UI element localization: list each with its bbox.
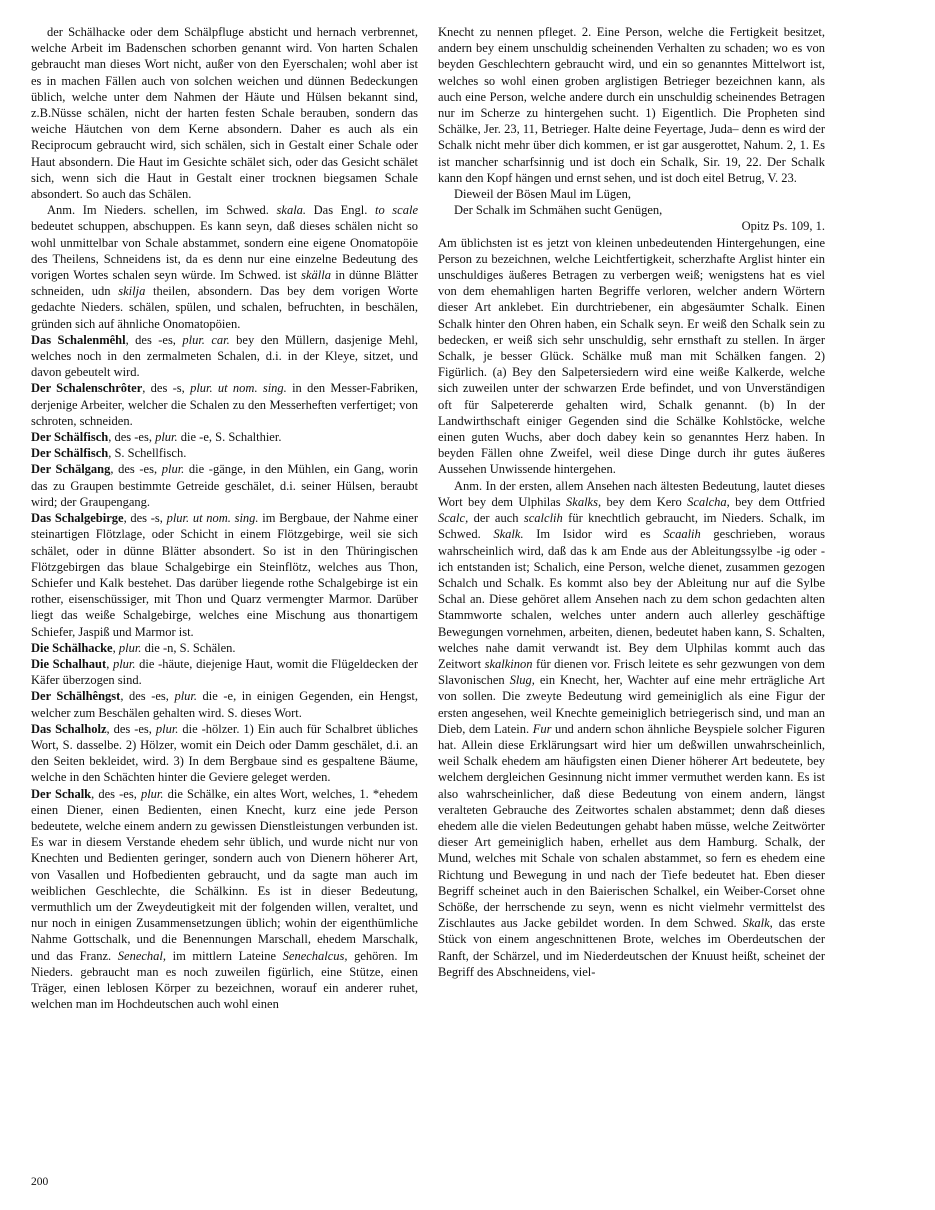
- dictionary-entry: Der Schälfisch, des -es, plur. die -e, S. Schalthier.: [31, 430, 282, 445]
- dictionary-entry: Knecht zu nennen pfleget. 2. Eine Person, welche die Fertigkeit besitzet, andern bey einem unschuldig scheinenden Verhalten zu schaden; wo es von beyden Geschlechtern gebraucht wird, und ein so genanntes Mittelwort ist, welches so wohl einen groben arglistigen Betrieger bezeichnen kann, als auch eine Person, welche andere durch ein unschuldig scheinendes Betragen nur im Scherze zu hintergehen sucht. 1) Eigentlich. Die Propheten sind Schälke, Jer. 23, 11, Betrieger. Halte deine Feyertage, Juda– denn es wird der Schalk nicht mehr über dich kommen, er ist gar ausgerottet, Nahum. 2, 1. Es ist mancher scharfsinnig und ist doch ein Schalk, Sir. 19, 22. Der Schalk kann den Kopf hängen und ernst sehen, und ist doch eitel Betrug, V. 23.: [438, 25, 825, 185]
- dictionary-entry: Das Schalenmêhl, des -es, plur. car. bey den Müllern, dasjenige Mehl, welches noch in den zermalmeten Schalen, d.i. in der Kleye, sitzet, und davon gebeutelt wird.: [31, 332, 418, 380]
- dictionary-entry: Die Schalhaut, plur. die -häute, diejenige Haut, womit die Flügeldecken der Käfer überzogen sind.: [31, 656, 419, 688]
- dictionary-entry: Die Schälhacke, plur. die -n, S. Schälen.: [31, 640, 236, 655]
- dictionary-entry: Der Schalenschrôter, des -s, plur. ut nom. sing. in den Messer-Fabriken, derjenige Arbeiter, welcher die Schalen zu den Messerheften verfertiget; von schroten, schneiden.: [31, 381, 418, 428]
- dictionary-entry: Der Schalk, des -es, plur. die Schälke, ein altes Wort, welches, 1. *ehedem einen Diener, einen Bedienten, einen Knecht, kurz eine jede Person bedeutete, welche einem andern zu gewissen Dienstleistungen verbunden ist. Es war in diesem Verstande ehedem sehr üblich, und wurde nicht nur von Knechten und Bedienten geringer, sondern auch von Dienern höherer Art, von Vasallen und Hofbedienten gebraucht, und da sagte man auch im weiblichen Geschlechte, die Schälkinn. Es ist in dieser Bedeutung, vermuthlich um der Zweydeutigkeit mit der folgenden willen, veraltet, und nur noch in einigen Zusammensetzungen üblich; wohin der eigenthümliche Nahme Gottschalk, und die Benennungen Marschall, ehedem Marschalk, und das Franz. Senechal, im mittlern Lateine Senechalcus, gehören. Im Nieders. gebraucht man es noch zuweilen figürlich, eine Stütze, einen Träger, einen leblosen Körper zu bezeichnen, worauf ein anderer ruhet, welchen man im Hochdeutschen auch wohl einen: [31, 786, 418, 1012]
- dictionary-entry: Das Schalgebirge, des -s, plur. ut nom. sing. im Bergbaue, der Nahme einer steinartigen Flötzlage, oder Schicht in einem Flötzgebirge, weil sie sich schälet, oder in dünne Blätter absondert. So ist in den Thüringischen Flötzgebirgen das blaue Schalgebirge ein Steinflötz, welches aus Thon, Schiefer und Kalk bestehet. Das darüber liegende rothe Schalgebirge ist ein rother, eisenschüssiger, mit Thon und Quarz vermengter Marmor. Darüber liegt das weiße Schalgebirge, welches eine Mischung aus thonartigem Schiefer, Jaspiß und Marmor ist.: [31, 511, 418, 639]
- right-column: [438, 24, 825, 980]
- page-number: 200: [31, 1176, 49, 1188]
- dictionary-entry: Der Schälgang, des -es, plur. die -gänge, in den Mühlen, ein Gang, worin das zu Graupen bestimmte Getreide geschälet, d.i. seiner Hülsen, beraubt wird; der Graupengang.: [31, 462, 418, 509]
- dictionary-entry: Der Schälfisch, S. Schellfisch.: [31, 446, 187, 461]
- dictionary-entry: Der Schälhêngst, des -es, plur. die -e, in einigen Gegenden, ein Hengst, welcher zum Beschälen gehalten wird. S. dieses Wort.: [31, 689, 418, 720]
- left-column: [31, 24, 418, 1012]
- dictionary-entry: Am üblichsten ist es jetzt von kleinen unbedeutenden Hintergehungen, eine Person zu bezeichnen, welche Leichtfertigkeit, scherzhafte Arglist hinter ein unschuldiges äußeres Betragen zu verbergen weiß; wenigstens hat es viel von dem ehemahligen harten Begriffe verloren, welcher andern Wörtern dieser Art anklebet. Ein durchtriebener, ein abgesäumter Schalk. Einen Schalk hinter den Ohren haben, ein Schalk seyn. Er weiß den Schalk sein zu bedecken, er weiß sich sehr unschuldig, sehr ernsthaft zu stellen. In ärger Schalk, je besser Glück. Schälke muß man mit Schälken fangen. 2) Figürlich. (a) Bey den Salpetersiedern wird eine weiße Kalkerde, welche sich zuweilen unter der schwarzen Erde befindet, und von Unverständigen oft für Salpetererde gehalten wird, Schalk genannt. (b) In der Landwirthschaft einiger Gegenden sind die Schälke Kohlstöcke, welche einen guten Wuchs, aber doch dabey kein so genanntes Herz haben. In beyden Fällen ohne Zweifel, weil diese Dinge durch ihr gutes äußeres Aussehen Unwissende hintergehen.: [438, 235, 825, 477]
- verse-line: Der Schalk im Schmähen sucht Genügen,: [454, 203, 663, 218]
- right-column-top: [438, 24, 825, 186]
- dictionary-entry: Das Schalholz, des -es, plur. die -hölzer. 1) Ein auch für Schalbret übliches Wort, S. dasselbe. 2) Hölzer, womit ein Deich oder Damm geschälet, d.i. an den Seiten bekleidet, wird. 3) In dem Bergbaue sind es gespaltene Bäume, welche in den Schächten hinter die Geviere geleget werden.: [31, 721, 418, 785]
- paragraph: der Schälhacke oder dem Schälpfluge absticht und hernach verbrennet, welche Arbeit im Badenschen schorben genannt wird. Von harten Schalen gebraucht man dieses Wort nicht, außer von den Eyerschalen; wohl aber ist es in machen Fällen auch von solchen weichen und dünnen Bedeckungen üblich, welche unter dem Nahmen der Häute und Hülsen bekannt sind, z.B.Nüsse schälen, nicht der harten festen Schale berauben, sondern das weiche Häutchen von dem Kerne absondern. Daher es auch als ein Reciprocum gebraucht wird, sich schälen, sich in Gestalt einer Schale oder Haut absondern. Die Haut im Gesichte schälet sich, oder das Gesicht schälet sich, wenn sich die Haut in Gestalt einer trocknen biegsamen Schale absondert. So auch das Schälen.: [31, 25, 418, 202]
- paragraph: Anm. In der ersten, allem Ansehen nach ältesten Bedeutung, lautet dieses Wort bey dem Ulphilas Skalks, bey dem Kero Scalcha, bey dem Ottfried Scalc, der auch scalclih für knechtlich gebraucht, im Nieders. Schalk, im Schwed. Skalk. Im Isidor wird es Scaalih geschrieben, woraus wahrscheinlich wird, daß das k am Ende aus der Ableitungssylbe -ig oder -ich entstanden ist; Schalich, eine Person, welche dienet, zusammen gezogen Schalch und Schalk. Es kommt also bey der Ableitung nur auf die Sylbe Schal an. Diese gehöret allem Ansehen nach zu dem schon gedachten alten Stammworte schalen, welches unter andern auch allerley geschäftige Bewegungen vornehmen, arbeiten, dienen, bedeutet haben kann, S. Schalten, welches nahe damit verwandt ist. Bey dem Ulphilas kommt auch das Zeitwort skalkinon für dienen vor. Frisch leitete es sehr gezwungen von dem Slavonischen Slug, ein Knecht, her, Wachter auf eine mehr erträgliche Art von sollen. Die zweyte Bedeutung wird gemeiniglich als eine Figur der ersten angesehen, weil Knechte gemeiniglich betriegerisch sind, und man an Dieb, dem Latein. Fur und andern schon ähnliche Beyspiele solcher Figuren hat. Allein diese Erklärungsart wird hier um deßwillen unwahrscheinlich, weil Schalk ehedem am häufigsten einen Diener höherer Art bedeutete, bey welchem dergleichen Gesinnung nicht immer vermuthet werden kann. Es ist also wahrscheinlicher, daß diese Bedeutung von einem andern, längst veralteten Gebrauche des Zeitwortes schalen abstammet; denn daß dieses ehedem alle die vielen Bedeutungen gehabt haben müsse, welche Zeitwörter dieser Art gemeiniglich haben, erhellet aus dem Hamburg. Schalk, der Mund, welches mit Schale von schalen abstammet, so fern es ehedem eine Richtung und Bewegung in und nach der Tiefe bedeutet hat. Eben dieser Begriff scheinet auch in den Baierischen Schalkel, ein Weiber-Corset ohne Schöße, der herrschende zu seyn, wenn es nicht vielmehr vermittelst des Zischlautes aus Jacke gebildet worden. In dem Schwed. Skalk, das erste Stück von einem angeschnittenen Brote, welches im Oberdeutschen der Ranft, der Schärzel, und im Niederdeutschen der Knuust heißt, scheinet der Begriff des Abschneidens, viel-: [438, 478, 826, 979]
- verse-attribution: Opitz Ps. 109, 1.: [741, 219, 825, 234]
- right-column-bottom: [438, 235, 825, 980]
- verse-line: Dieweil der Bösen Maul im Lügen,: [454, 187, 632, 202]
- paragraph: Anm. Im Nieders. schellen, im Schwed. skala. Das Engl. to scale bedeutet schuppen, abschuppen. Es kann seyn, daß dieses schälen nicht so wohl unmittelbar von Schale abstammet, sondern eine eigene Onomatopöie des Theilens, Schneidens ist, da es denn nur eine einzelne Bedeutung des vorigen Wortes schalen seyn würde. Im Schwed. ist skälla in dünne Blätter schneiden, udn skilja theilen, absondern. Das bey dem vorigen Worte gedachte Nieders. schälen, spülen, und schalen, befruchten, in beschälen, gründen sich auf ähnliche Onomatopöien.: [31, 203, 419, 331]
